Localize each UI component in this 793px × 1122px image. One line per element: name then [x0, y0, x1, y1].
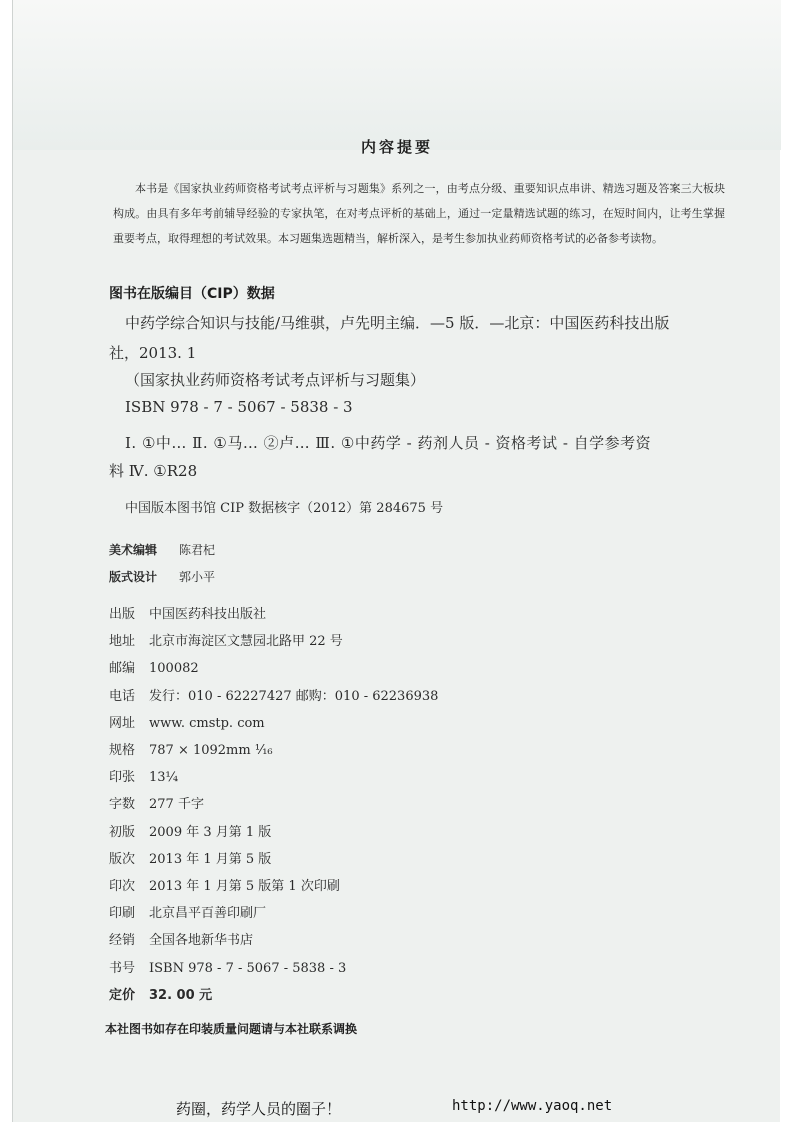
publication-row: [109, 929, 253, 948]
publication-row: [109, 603, 266, 622]
publication-row: [109, 712, 265, 731]
publication-row: [109, 875, 340, 894]
publication-value: 北京市海淀区文慧园北路甲 22 号: [149, 634, 343, 650]
publication-label: 地址: [109, 634, 136, 650]
editor-label: 美术编辑: [109, 543, 158, 557]
publication-label: 电话: [109, 688, 136, 704]
summary-text: [113, 176, 725, 251]
publication-row: [109, 821, 271, 840]
publication-label: 版次: [109, 851, 136, 867]
publication-label: 网址: [109, 715, 136, 731]
publication-value: 中国医药科技出版社: [149, 607, 267, 622]
publication-label: 印张: [109, 770, 136, 786]
publication-label: 初版: [109, 824, 136, 840]
publication-label: 邮编: [109, 661, 136, 677]
publication-row: [109, 984, 212, 1003]
editor-value: 郭小平: [179, 570, 216, 584]
cip-line-4: ISBN 978 - 7 - 5067 - 5838 - 3: [125, 398, 353, 416]
publication-value: www. cmstp. com: [149, 715, 265, 731]
bottom-watermark-url: http://www.yaoq.net: [452, 1098, 613, 1114]
cip-line-2: 社，2013. 1: [109, 344, 197, 362]
publication-row: [109, 630, 343, 649]
bottom-watermark-left: 药圈，药学人员的圈子！: [176, 1100, 342, 1118]
summary-title: 内容提要: [360, 138, 433, 156]
cip-line-5: Ⅰ. ①中… Ⅱ. ①马… ②卢… Ⅲ. ①中药学 - 药剂人员 - 资格考试 - 自学参考资: [125, 434, 652, 452]
quality-notice: 本社图书如存在印装质量问题请与本社联系调换: [105, 1022, 358, 1036]
publication-label: 书号: [109, 960, 136, 976]
scanned-page: [12, 0, 780, 1122]
publication-label: 出版: [109, 607, 136, 622]
publication-row: [109, 685, 438, 704]
publication-row: [109, 957, 346, 976]
cip-verify: 中国版本图书馆 CIP 数据核字（2012）第 284675 号: [125, 501, 444, 516]
publication-label: 印刷: [109, 906, 136, 922]
editor-value: 陈君杞: [179, 543, 216, 557]
publication-value: 100082: [149, 661, 199, 677]
editor-label: 版式设计: [109, 570, 158, 584]
publication-row: [109, 848, 271, 867]
publication-value: 2013 年 1 月第 5 版: [149, 851, 272, 867]
publication-row: [109, 657, 199, 676]
publication-label: 字数: [109, 797, 136, 813]
publication-row: [109, 739, 273, 758]
summary-paragraph: 本书是《国家执业药师资格考试考点评析与习题集》系列之一，由考点分级、重要知识点串讲、精选习题及答案三大板块构成。由具有多年考前辅导经验的专家执笔，在对考点评析的基础上，通过一定量精选试题的练习，在短时间内，让考生掌握重要考点，取得理想的考试效果。本习题集选题精当，解析深入，是考生参加执业药师资格考试的必备参考读物。: [113, 182, 725, 245]
publication-value: 2009 年 3 月第 1 版: [149, 824, 272, 840]
publication-label: 经销: [109, 933, 136, 949]
publication-label: 定价: [109, 987, 136, 1003]
publication-row: [109, 766, 178, 785]
publication-value: 277 千字: [149, 797, 204, 813]
cip-line-6: 料 Ⅳ. ①R28: [109, 462, 198, 480]
editor-row: [109, 568, 215, 585]
publication-value: 全国各地新华书店: [149, 933, 254, 949]
publication-label: 印次: [109, 879, 136, 894]
publication-value: 2013 年 1 月第 5 版第 1 次印刷: [149, 879, 340, 894]
publication-value: 787 × 1092mm ⅟₁₆: [149, 743, 273, 758]
cip-line-1: 中药学综合知识与技能/马维骐，卢先明主编．—5 版．—北京：中国医药科技出版: [125, 314, 670, 332]
publication-value: 13¼: [149, 770, 179, 786]
publication-label: 规格: [109, 743, 136, 758]
publication-row: [109, 902, 266, 921]
cip-line-3: （国家执业药师资格考试考点评析与习题集）: [125, 371, 426, 389]
publication-value: 发行：010 - 62227427 邮购：010 - 62236938: [149, 688, 439, 704]
publication-row: [109, 793, 204, 812]
publication-value: ISBN 978 - 7 - 5067 - 5838 - 3: [149, 960, 347, 976]
publication-value: 32. 00 元: [149, 987, 213, 1003]
scan-top-band: [13, 0, 781, 150]
editor-row: [109, 541, 215, 558]
publication-value: 北京昌平百善印刷厂: [149, 906, 267, 922]
cip-title: 图书在版编目（CIP）数据: [109, 286, 275, 302]
